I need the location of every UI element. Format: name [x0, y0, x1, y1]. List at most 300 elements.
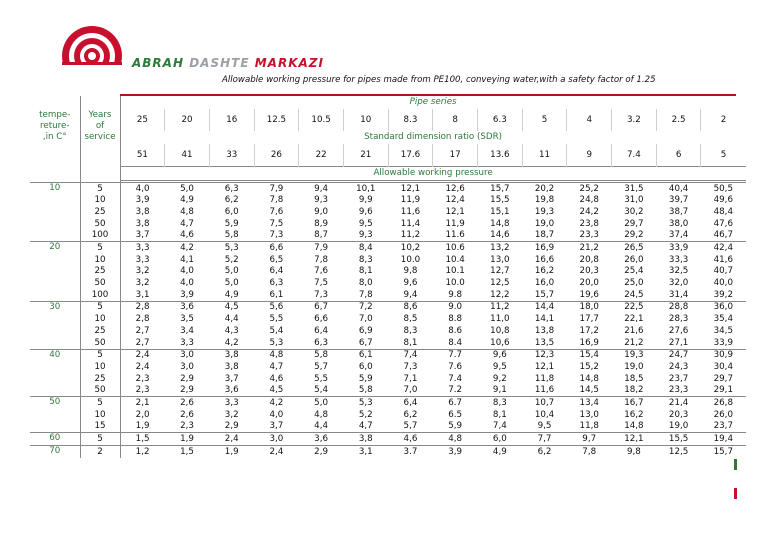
- pressure-cell: 7,6: [314, 266, 328, 277]
- pressure-cell: 4,4: [224, 314, 239, 325]
- pressure-cell: 41,6: [713, 254, 733, 265]
- pressure-cell: 20,3: [668, 409, 689, 420]
- pressure-cell: 13,4: [567, 397, 612, 409]
- pressure-cell: 15,1: [490, 206, 510, 217]
- temperature-header-line: reture-: [40, 121, 70, 131]
- sdr-cell: 5: [701, 144, 746, 167]
- pressure-cell: 39,2: [713, 289, 733, 300]
- brand-word-3: MARKAZI: [254, 56, 324, 70]
- pressure-cell: 9,3: [358, 230, 373, 241]
- pressure-cell: 8.6: [448, 325, 463, 336]
- pressure-cell: 4,9: [180, 195, 194, 206]
- pipe-series-cell: 6.3: [478, 109, 523, 131]
- pressure-cell: 7.6: [448, 361, 463, 372]
- years-cell: 5: [80, 397, 120, 409]
- temperature-header-line: ,in C°: [42, 132, 67, 142]
- pressure-cell: 2,8: [120, 301, 165, 313]
- pressure-cell: 3,6: [165, 301, 210, 313]
- pressure-cell: 4,0: [180, 278, 194, 289]
- pressure-cell: 29,7: [713, 373, 733, 384]
- pressure-cell: 8.4: [448, 337, 463, 348]
- pipe-series-cell: 10: [343, 109, 388, 131]
- temperature-header: [30, 96, 80, 183]
- years-cell: 100: [80, 289, 120, 301]
- pressure-cell: 4,7: [180, 218, 194, 229]
- green-marker: [734, 459, 737, 470]
- pressure-cell: 6,2: [224, 195, 239, 206]
- pressure-cell: 4,8: [314, 409, 328, 420]
- pressure-cell: 3,4: [180, 325, 194, 336]
- pressure-cell: 3,8: [343, 433, 388, 446]
- pressure-cell: 48,4: [713, 206, 733, 217]
- pressure-cell: 7.4: [448, 373, 463, 384]
- pressure-cell: 13,8: [534, 325, 555, 336]
- pressure-cell: 7,4: [492, 421, 507, 432]
- pressure-cell: 9,0: [314, 206, 328, 217]
- pressure-cell: 30,4: [713, 361, 733, 372]
- pressure-cell: 10,1: [343, 183, 388, 195]
- pressure-cell: 15,4: [567, 349, 612, 361]
- pressure-cell: 3,7: [269, 421, 284, 432]
- pressure-cell: 23,7: [668, 373, 689, 384]
- pressure-cell: 9,7: [567, 433, 612, 446]
- pressure-cell: 16,6: [534, 254, 555, 265]
- pressure-cell: 5,0: [299, 397, 344, 409]
- pressure-cell: 12,5: [490, 278, 510, 289]
- pressure-cell: 16,2: [534, 266, 555, 277]
- table-row: [30, 421, 746, 433]
- pressure-cell: 6,0: [478, 433, 523, 446]
- pressure-cell: 3,1: [135, 289, 150, 300]
- pressure-cell: 9,3: [314, 195, 328, 206]
- pressure-cell: 50,5: [701, 183, 746, 195]
- table-row: [30, 254, 746, 266]
- pressure-cell: 9,5: [358, 218, 373, 229]
- pressure-cell: 4,2: [254, 397, 299, 409]
- temperature-cell: 50: [30, 397, 80, 433]
- pressure-cell: 3,8: [135, 218, 150, 229]
- pressure-cell: 40,0: [713, 278, 733, 289]
- pressure-cell: 4,8: [433, 433, 478, 446]
- temperature-cell: 10: [30, 183, 80, 242]
- pipe-series-cell: 2: [701, 109, 746, 131]
- pressure-cell: 5,9: [224, 218, 239, 229]
- pressure-cell: 29,1: [713, 385, 733, 396]
- pressure-cell: 1,9: [165, 433, 210, 446]
- pressure-cell: 9.0: [433, 301, 478, 313]
- pressure-cell: 27,1: [668, 337, 689, 348]
- table-row: [30, 206, 746, 218]
- table-row: [30, 361, 746, 373]
- pressure-cell: 24,5: [624, 289, 644, 300]
- pressure-cell: 4,0: [269, 409, 284, 420]
- pipe-series-cell: 3.2: [612, 109, 657, 131]
- pressure-cell: 19,8: [534, 195, 555, 206]
- pressure-cell: 6,4: [314, 325, 328, 336]
- pressure-cell: 2,9: [224, 421, 239, 432]
- pressure-cell: 25,2: [567, 183, 612, 195]
- pressure-cell: 12,1: [534, 361, 555, 372]
- years-cell: 50: [80, 385, 120, 397]
- pressure-cell: 19,0: [668, 421, 689, 432]
- pressure-cell: 6,0: [224, 206, 239, 217]
- table-row: [30, 183, 746, 195]
- pressure-cell: 19,3: [534, 206, 555, 217]
- pressure-cell: 11,4: [400, 218, 421, 229]
- pressure-cell: 4,0: [180, 266, 194, 277]
- pressure-cell: 10.6: [433, 242, 478, 254]
- pressure-cell: 1,2: [120, 446, 165, 458]
- pressure-cell: 2,4: [120, 349, 165, 361]
- pressure-cell: 2,7: [135, 325, 150, 336]
- pressure-cell: 35,4: [713, 314, 733, 325]
- pressure-cell: 9,8: [612, 446, 657, 458]
- pressure-cell: 3,7: [135, 230, 150, 241]
- sdr-cell: 26: [254, 144, 299, 167]
- pressure-cell: 3,2: [135, 278, 150, 289]
- pressure-cell: 5,0: [165, 183, 210, 195]
- pressure-cell: 5,7: [314, 361, 328, 372]
- pressure-cell: 28,8: [656, 301, 701, 313]
- pressure-cell: 4,7: [358, 421, 373, 432]
- pressure-cell: 2,9: [180, 373, 194, 384]
- pressure-cell: 3,7: [224, 373, 239, 384]
- pressure-cell: 5,3: [209, 242, 254, 254]
- pressure-cell: 7,5: [314, 278, 328, 289]
- pressure-cell: 13,5: [534, 337, 555, 348]
- sdr-cell: 41: [165, 144, 210, 167]
- pressure-cell: 5,7: [403, 421, 418, 432]
- table-row: [30, 446, 746, 458]
- pressure-cell: 7,2: [343, 301, 388, 313]
- pressure-cell: 10.0: [445, 278, 465, 289]
- pressure-cell: 31,0: [624, 195, 644, 206]
- sdr-cell: 21: [343, 144, 388, 167]
- pressure-cell: 30,2: [624, 206, 644, 217]
- pressure-cell: 3,6: [224, 385, 239, 396]
- pressure-cell: 8,4: [343, 242, 388, 254]
- pressure-cell: 47,6: [713, 218, 733, 229]
- pressure-cell: 26,0: [624, 254, 644, 265]
- pressure-cell: 3,3: [180, 337, 194, 348]
- pressure-cell: 15,5: [490, 195, 510, 206]
- pressure-cell: 10,6: [490, 337, 510, 348]
- sdr-cell: 51: [136, 149, 148, 160]
- pressure-cell: 5,9: [358, 373, 373, 384]
- years-header-line: service: [84, 132, 116, 142]
- sdr-label: Standard dimension ratio (SDR): [364, 132, 503, 143]
- table-row: [30, 373, 746, 385]
- pressure-cell: 3,9: [433, 446, 478, 458]
- pressure-cell: 9,4: [403, 289, 418, 300]
- years-cell: 50: [80, 278, 120, 290]
- pressure-cell: 4,8: [254, 349, 299, 361]
- pressure-cell: 12,4: [445, 195, 465, 206]
- pressure-cell: 39,7: [668, 195, 689, 206]
- sdr-cell: 17: [433, 144, 478, 167]
- pressure-cell: 4,0: [120, 183, 165, 195]
- pressure-cell: 19,0: [624, 361, 644, 372]
- pressure-cell: 33,9: [656, 242, 701, 254]
- pressure-cell: 40,7: [713, 266, 733, 277]
- years-cell: 2: [80, 446, 120, 458]
- pressure-cell: 6,7: [299, 301, 344, 313]
- years-cell: 5: [80, 301, 120, 313]
- pressure-cell: 22,1: [624, 314, 644, 325]
- pressure-cell: 3,3: [209, 397, 254, 409]
- pressure-cell: 1,9: [135, 421, 150, 432]
- pressure-cell: 14,5: [579, 385, 599, 396]
- sdr-cell: 6: [656, 144, 701, 167]
- pressure-cell: 36,0: [701, 301, 746, 313]
- pressure-cell: 5,3: [343, 397, 388, 409]
- table-row: [30, 385, 746, 397]
- pressure-cell: 4,6: [269, 373, 284, 384]
- pressure-cell: 3,8: [224, 361, 239, 372]
- pressure-cell: 7,0: [358, 314, 373, 325]
- pressure-cell: 3,0: [254, 433, 299, 446]
- pressure-cell: 4,7: [269, 361, 284, 372]
- pressure-cell: 5,0: [224, 278, 239, 289]
- table-row: [30, 409, 746, 421]
- pressure-cell: 32,0: [668, 278, 689, 289]
- pressure-cell: 7,8: [269, 195, 284, 206]
- pressure-cell: 8,3: [403, 325, 418, 336]
- pressure-cell: 15,5: [656, 433, 701, 446]
- table-row: [30, 242, 746, 254]
- pressure-cell: 7,3: [403, 361, 418, 372]
- pressure-table: [30, 96, 746, 458]
- pressure-cell: 10.1: [445, 266, 465, 277]
- pressure-cell: 27,6: [668, 325, 689, 336]
- pressure-cell: 10,7: [522, 397, 567, 409]
- temperature-header-line: tempe-: [39, 110, 71, 120]
- pressure-cell: 11,9: [445, 218, 465, 229]
- pressure-cell: 31,5: [612, 183, 657, 195]
- pressure-cell: 14,1: [534, 314, 555, 325]
- years-cell: 25: [80, 373, 120, 385]
- pressure-cell: 7,8: [567, 446, 612, 458]
- temperature-cell: 60: [30, 433, 80, 446]
- pressure-cell: 5,8: [299, 349, 344, 361]
- pressure-cell: 17,2: [579, 325, 599, 336]
- pressure-cell: 5,8: [358, 385, 373, 396]
- pressure-cell: 20,0: [579, 278, 599, 289]
- pipe-series-cell: 20: [165, 109, 210, 131]
- pressure-cell: 9.8: [448, 289, 463, 300]
- pressure-cell: 14,4: [522, 301, 567, 313]
- pressure-cell: 6,1: [269, 289, 284, 300]
- years-header-line: Years: [88, 110, 112, 120]
- pressure-cell: 11,9: [400, 195, 421, 206]
- years-cell: 50: [80, 337, 120, 349]
- years-cell: 25: [80, 206, 120, 218]
- pressure-cell: 20,2: [522, 183, 567, 195]
- pressure-cell: 2,4: [135, 361, 150, 372]
- pressure-cell: 11,8: [579, 421, 599, 432]
- pressure-cell: 33,3: [668, 254, 689, 265]
- pressure-cell: 7,3: [269, 230, 284, 241]
- temperature-cell: 40: [30, 349, 80, 397]
- awp-label: Allowable working pressure: [120, 167, 746, 181]
- pressure-cell: 49,6: [713, 195, 733, 206]
- pressure-cell: 16,9: [579, 337, 599, 348]
- years-cell: 100: [80, 230, 120, 242]
- pressure-cell: 12,1: [388, 183, 433, 195]
- brand-word-1: ABRAH: [132, 56, 185, 70]
- pressure-cell: 15,7: [534, 289, 555, 300]
- pressure-cell: 8.8: [448, 314, 463, 325]
- pressure-cell: 6,5: [269, 254, 284, 265]
- pressure-cell: 18,7: [534, 230, 555, 241]
- pressure-cell: 7.2: [448, 385, 463, 396]
- sdr-cell: 22: [299, 144, 344, 167]
- pressure-cell: 6,3: [209, 183, 254, 195]
- pressure-cell: 10,2: [388, 242, 433, 254]
- pressure-cell: 10,8: [490, 325, 510, 336]
- pressure-cell: 5,4: [314, 385, 328, 396]
- pressure-cell: 3.7: [388, 446, 433, 458]
- pressure-cell: 32,5: [668, 266, 689, 277]
- pressure-cell: 9,5: [537, 421, 552, 432]
- pressure-cell: 8,1: [492, 409, 507, 420]
- pipe-series-cell: 4: [567, 109, 612, 131]
- pressure-cell: 9,2: [492, 373, 507, 384]
- pipe-series-cell: 10.5: [299, 109, 344, 131]
- pressure-cell: 8,5: [403, 314, 418, 325]
- pressure-cell: 7,9: [299, 242, 344, 254]
- pressure-cell: 24,2: [579, 206, 599, 217]
- pressure-cell: 2,9: [299, 446, 344, 458]
- pressure-cell: 26,8: [701, 397, 746, 409]
- pressure-cell: 5,3: [269, 337, 284, 348]
- pressure-cell: 17,7: [579, 314, 599, 325]
- pressure-cell: 3,9: [135, 195, 150, 206]
- pressure-cell: 5,9: [448, 421, 463, 432]
- pressure-cell: 3,0: [165, 349, 210, 361]
- pressure-cell: 16,2: [624, 409, 644, 420]
- pressure-cell: 4,9: [224, 289, 239, 300]
- pressure-cell: 9,4: [299, 183, 344, 195]
- pressure-cell: 1,5: [165, 446, 210, 458]
- pressure-cell: 2,9: [180, 385, 194, 396]
- pressure-cell: 6,3: [269, 278, 284, 289]
- pressure-cell: 6,4: [269, 266, 284, 277]
- pressure-cell: 19,0: [534, 218, 555, 229]
- pipe-series-cell: 16: [209, 109, 254, 131]
- pressure-cell: 3,8: [135, 206, 150, 217]
- pressure-cell: 24,8: [579, 195, 599, 206]
- page-subtitle: Allowable working pressure for pipes made from PE100, conveying water,with a safety factor of 1.25: [222, 75, 656, 85]
- pressure-cell: 5,2: [224, 254, 239, 265]
- pressure-cell: 6,7: [358, 337, 373, 348]
- pressure-cell: 26,5: [612, 242, 657, 254]
- pressure-cell: 2,3: [135, 373, 150, 384]
- pipe-series-cell: 5: [522, 109, 567, 131]
- pressure-cell: 37,4: [668, 230, 689, 241]
- table-row: [30, 301, 746, 313]
- pressure-cell: 6,2: [403, 409, 418, 420]
- pressure-cell: 13,2: [478, 242, 523, 254]
- pressure-cell: 23,7: [713, 421, 733, 432]
- pressure-cell: 21,2: [567, 242, 612, 254]
- pressure-cell: 12,5: [656, 446, 701, 458]
- pressure-cell: 11.6: [445, 230, 465, 241]
- table-row: [30, 397, 746, 409]
- pressure-cell: 5,0: [224, 266, 239, 277]
- pressure-cell: 9,9: [358, 195, 373, 206]
- years-cell: 5: [80, 242, 120, 254]
- pressure-cell: 8,7: [314, 230, 328, 241]
- pressure-cell: 10.0: [400, 254, 421, 265]
- pipe-series-cell: 25: [136, 114, 148, 125]
- pressure-cell: 23,8: [579, 218, 599, 229]
- years-cell: 25: [80, 325, 120, 337]
- pressure-cell: 21,2: [624, 337, 644, 348]
- table-row: [30, 195, 746, 207]
- pressure-cell: 14,6: [490, 230, 510, 241]
- pressure-cell: 9,6: [403, 278, 418, 289]
- pressure-cell: 11,2: [400, 230, 421, 241]
- pipe-series-cell: 2.5: [656, 109, 701, 131]
- table-row: [30, 230, 746, 242]
- pressure-cell: 1,9: [209, 446, 254, 458]
- pipe-series-cell: 8.3: [388, 109, 433, 131]
- years-cell: 10: [80, 314, 120, 326]
- pressure-cell: 5,8: [224, 230, 239, 241]
- table-row: [30, 325, 746, 337]
- pressure-cell: 13,0: [490, 254, 510, 265]
- sdr-cell: 13.6: [478, 144, 523, 167]
- pressure-cell: 20,3: [579, 266, 599, 277]
- pressure-cell: 26,0: [713, 409, 733, 420]
- pressure-cell: 21,4: [656, 397, 701, 409]
- pressure-cell: 19,3: [612, 349, 657, 361]
- pressure-cell: 3,1: [343, 446, 388, 458]
- pressure-cell: 6,4: [388, 397, 433, 409]
- pressure-cell: 8,3: [478, 397, 523, 409]
- pressure-cell: 12,2: [490, 289, 510, 300]
- pressure-cell: 3,2: [224, 409, 239, 420]
- pressure-cell: 6,6: [314, 314, 328, 325]
- pressure-cell: 4,1: [180, 254, 194, 265]
- pressure-cell: 9,8: [403, 266, 418, 277]
- sdr-cell: 9: [567, 144, 612, 167]
- pressure-cell: 15,2: [579, 361, 599, 372]
- table-row: [30, 278, 746, 290]
- pressure-cell: 6.5: [448, 409, 463, 420]
- pressure-cell: 8,3: [358, 254, 373, 265]
- sdr-cell: 7.4: [612, 144, 657, 167]
- pressure-cell: 15,7: [478, 183, 523, 195]
- pressure-cell: 2,0: [135, 409, 150, 420]
- table-row: [30, 349, 746, 361]
- pressure-cell: 4,6: [180, 230, 194, 241]
- sdr-cell: 11: [522, 144, 567, 167]
- pressure-cell: 9,5: [492, 361, 507, 372]
- sdr-cell: 17.6: [388, 144, 433, 167]
- pressure-cell: 8,0: [358, 278, 373, 289]
- brand-word-2: DASHTE: [189, 56, 250, 70]
- pressure-cell: 22,5: [612, 301, 657, 313]
- pressure-cell: 9,6: [478, 349, 523, 361]
- pressure-cell: 4,2: [165, 242, 210, 254]
- pressure-cell: 19,4: [701, 433, 746, 446]
- pressure-cell: 4,5: [269, 385, 284, 396]
- pressure-cell: 14,8: [490, 218, 510, 229]
- pressure-cell: 7,5: [269, 218, 284, 229]
- pressure-cell: 9,1: [492, 385, 507, 396]
